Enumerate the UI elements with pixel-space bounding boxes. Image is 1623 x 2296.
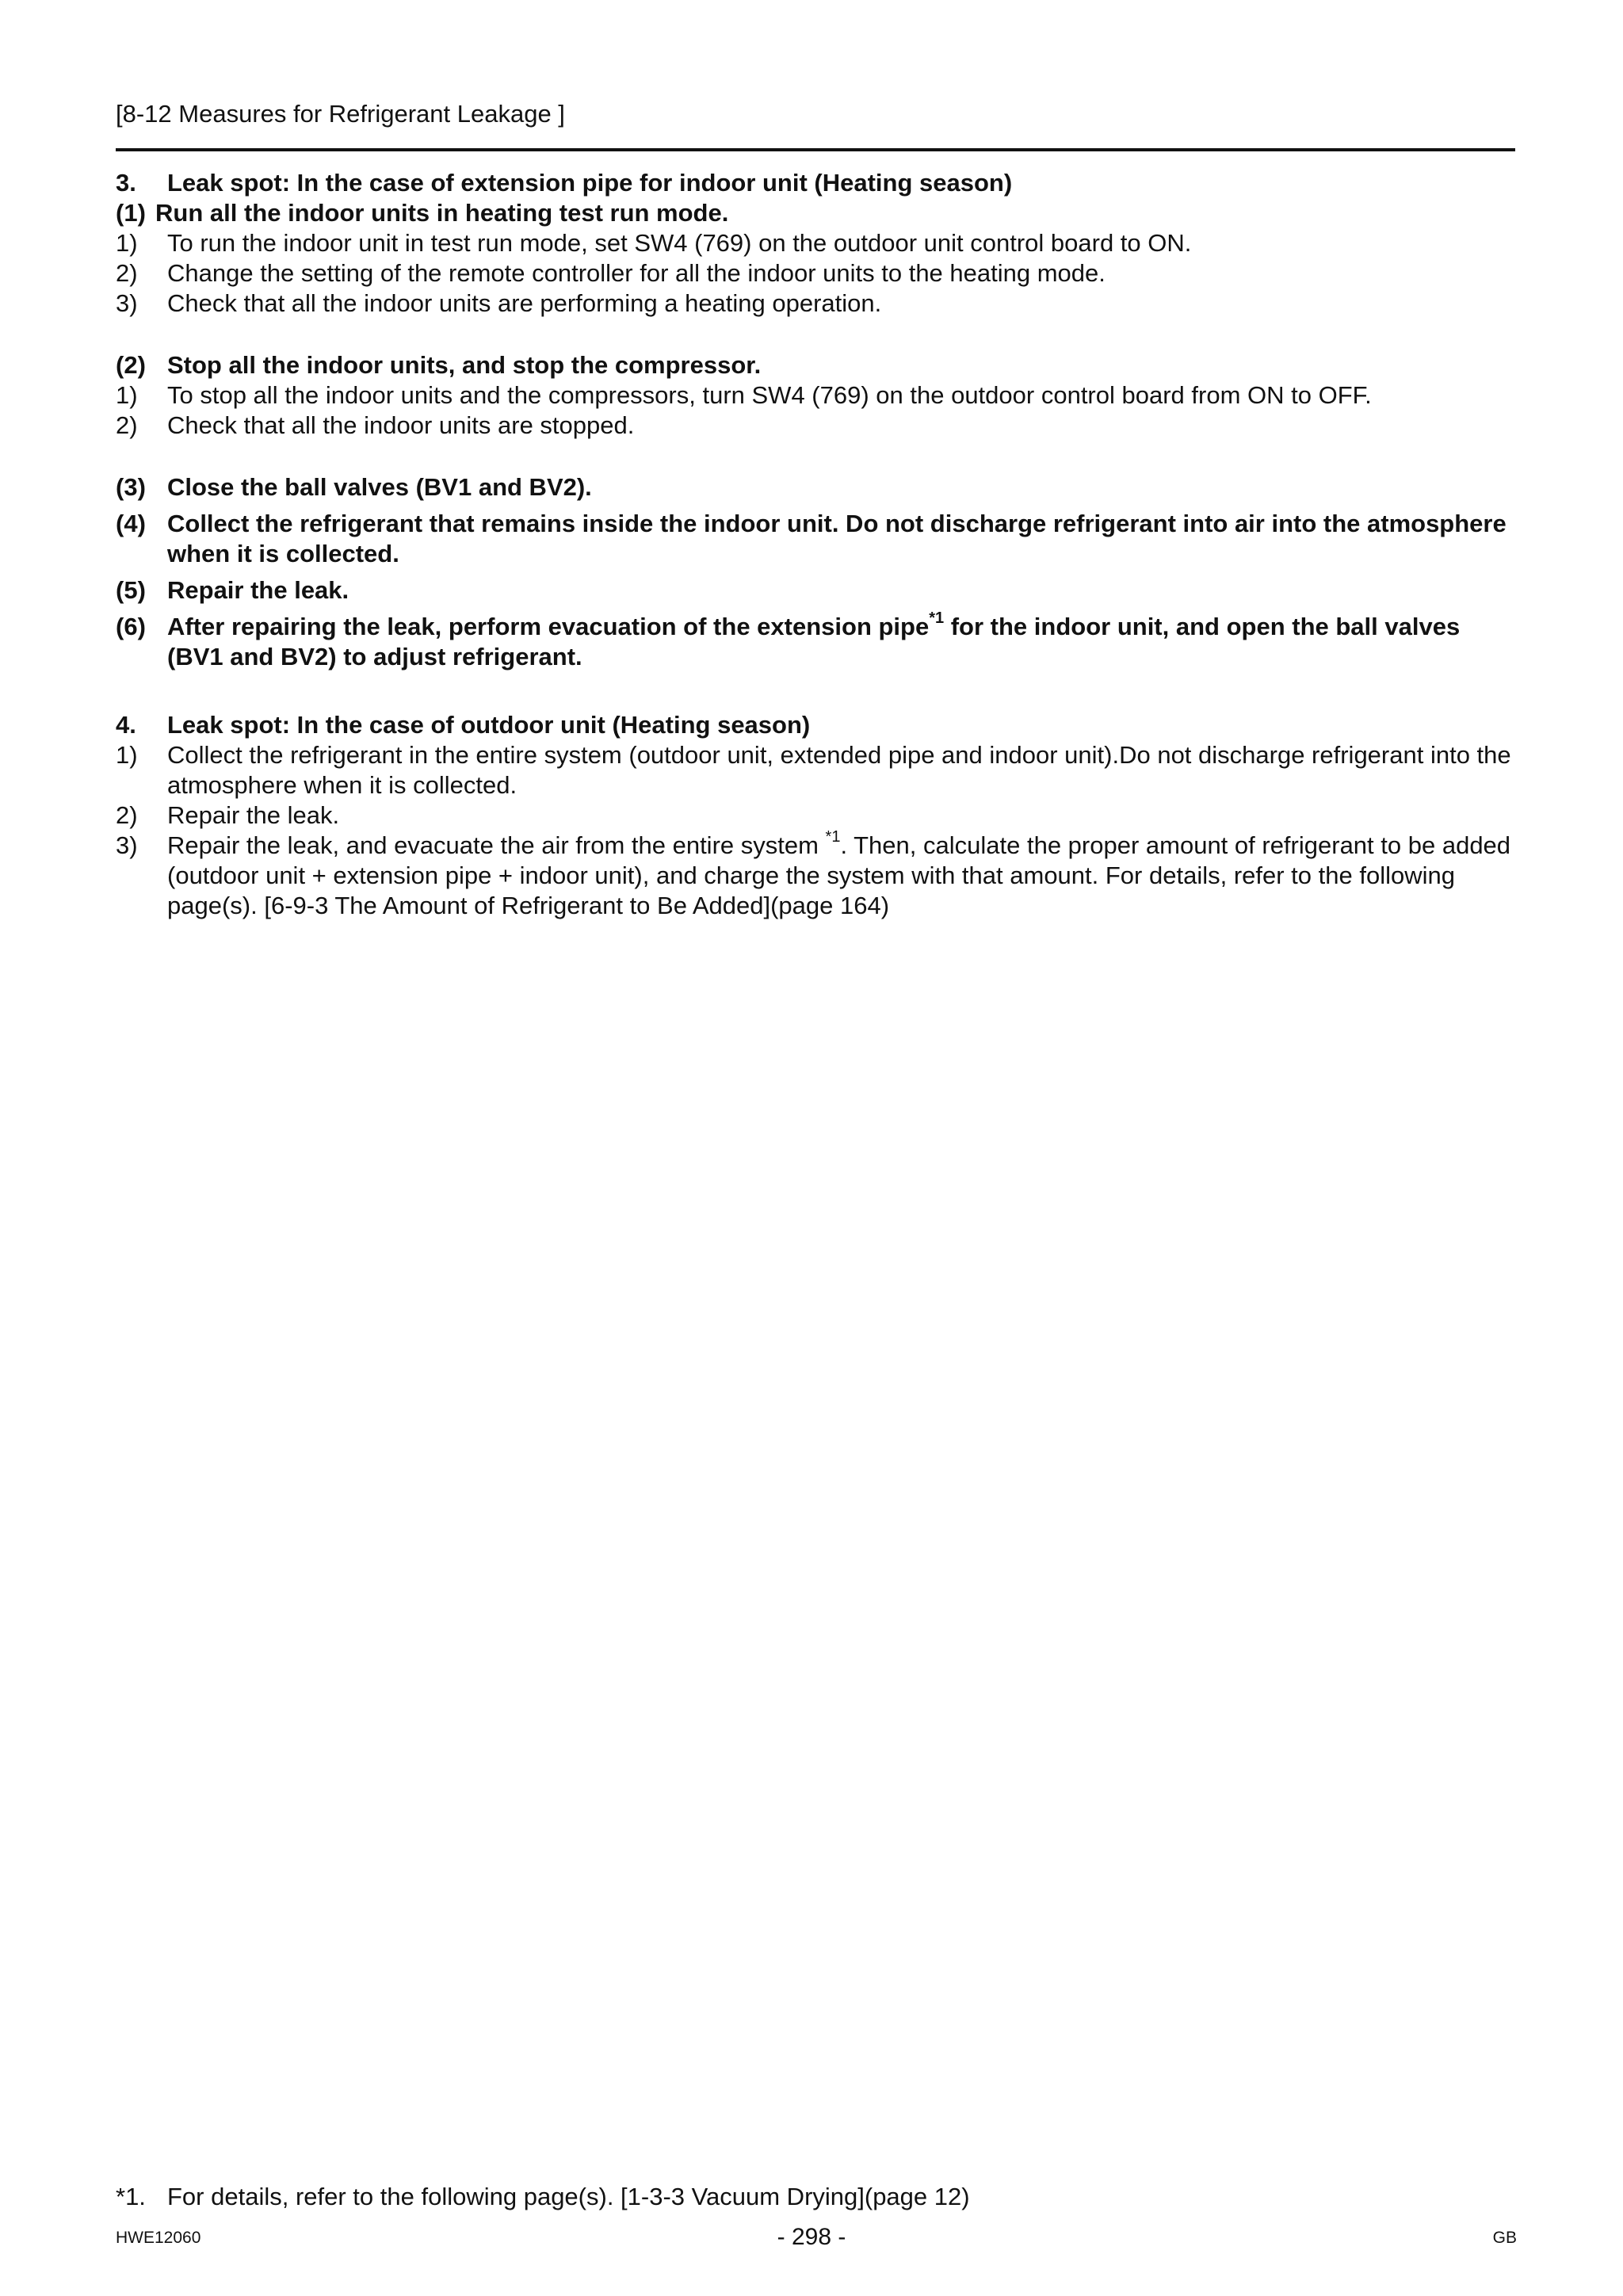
item-text: Repair the leak. [167, 801, 340, 829]
page-number: - 298 - [777, 2224, 846, 2250]
step-number: (5) [116, 576, 146, 604]
step-2-heading [116, 350, 1515, 380]
footnote [116, 2181, 1515, 2213]
document-code: HWE12060 [116, 2229, 201, 2247]
item-number: 1) [116, 741, 138, 769]
item-text: Collect the refrigerant in the entire system (outdoor unit, extended pipe and indoor unit).Do not discharge refrigerant into the atmosphere when it is collected. [167, 741, 1511, 799]
step-text [167, 609, 1515, 672]
step-1-heading [116, 198, 1515, 228]
section-number: 4. [116, 711, 136, 739]
step-4 [116, 509, 1515, 569]
item-number: 2) [116, 801, 138, 829]
list-item [116, 827, 1515, 921]
footnote-reference: *1 [929, 609, 945, 627]
item-text: To run the indoor unit in test run mode, set SW4 (769) on the outdoor unit control board to ON. [167, 229, 1192, 257]
footnote-number: *1. [116, 2183, 146, 2210]
step-number: (6) [116, 613, 146, 640]
item-text: Change the setting of the remote controller for all the indoor units to the heating mode. [167, 259, 1106, 287]
item-text: Check that all the indoor units are stopped. [167, 411, 635, 439]
step-number: (3) [116, 473, 146, 501]
list-item [116, 258, 1515, 288]
item-text-part: . Then, calculate the proper amount of refrigerant to be added (outdoor unit + extension pipe + indoor unit), and charge the system with that amount. For details, refer to the following page(s). [6-9-3 The Amount of Refrigerant to Be Added](page 164) [167, 831, 1511, 919]
section-4-heading [116, 710, 1515, 740]
section-number: 3. [116, 169, 136, 197]
item-text-part: Repair the leak, and evacuate the air from the entire system [167, 831, 826, 859]
item-number: 3) [116, 289, 138, 317]
step-text: Close the ball valves (BV1 and BV2). [167, 473, 592, 501]
page-content [116, 168, 1515, 921]
step-number: (2) [116, 351, 146, 379]
region-code: GB [1492, 2229, 1517, 2247]
item-text [167, 827, 1515, 921]
step-text-part: After repairing the leak, perform evacuation of the extension pipe [167, 613, 930, 640]
step-title: Stop all the indoor units, and stop the compressor. [167, 351, 762, 379]
header-rule [116, 148, 1515, 151]
list-item [116, 228, 1515, 258]
step-text: Repair the leak. [167, 576, 349, 604]
item-number: 3) [116, 831, 138, 859]
footnote-reference: *1 [825, 827, 841, 846]
step-5 [116, 575, 1515, 606]
section-3-heading [116, 168, 1515, 198]
list-item [116, 800, 1515, 831]
step-number: (4) [116, 510, 146, 537]
list-item [116, 380, 1515, 411]
item-text: To stop all the indoor units and the compressors, turn SW4 (769) on the outdoor control board from ON to OFF. [167, 381, 1372, 409]
footnote-text: For details, refer to the following page(s). [1-3-3 Vacuum Drying](page 12) [167, 2183, 970, 2210]
page-header: [8-12 Measures for Refrigerant Leakage ] [116, 100, 565, 128]
item-number: 2) [116, 259, 138, 287]
item-number: 2) [116, 411, 138, 439]
item-number: 1) [116, 381, 138, 409]
list-item [116, 411, 1515, 441]
step-text-part: for the indoor unit, and open the ball valves (BV1 and BV2) to adjust refrigerant. [167, 613, 1461, 670]
step-title: Run all the indoor units in heating test run mode. [155, 199, 729, 227]
item-number: 1) [116, 229, 138, 257]
step-text: Collect the refrigerant that remains inside the indoor unit. Do not discharge refrigerant into air into the atmosphere when it is collected. [167, 510, 1507, 567]
item-text: Check that all the indoor units are performing a heating operation. [167, 289, 882, 317]
list-item [116, 288, 1515, 319]
list-item [116, 740, 1515, 800]
step-3 [116, 472, 1515, 502]
step-number: (1) [116, 199, 146, 227]
step-6 [116, 609, 1515, 672]
section-title: Leak spot: In the case of extension pipe for indoor unit (Heating season) [167, 169, 1013, 197]
section-title: Leak spot: In the case of outdoor unit (Heating season) [167, 711, 811, 739]
